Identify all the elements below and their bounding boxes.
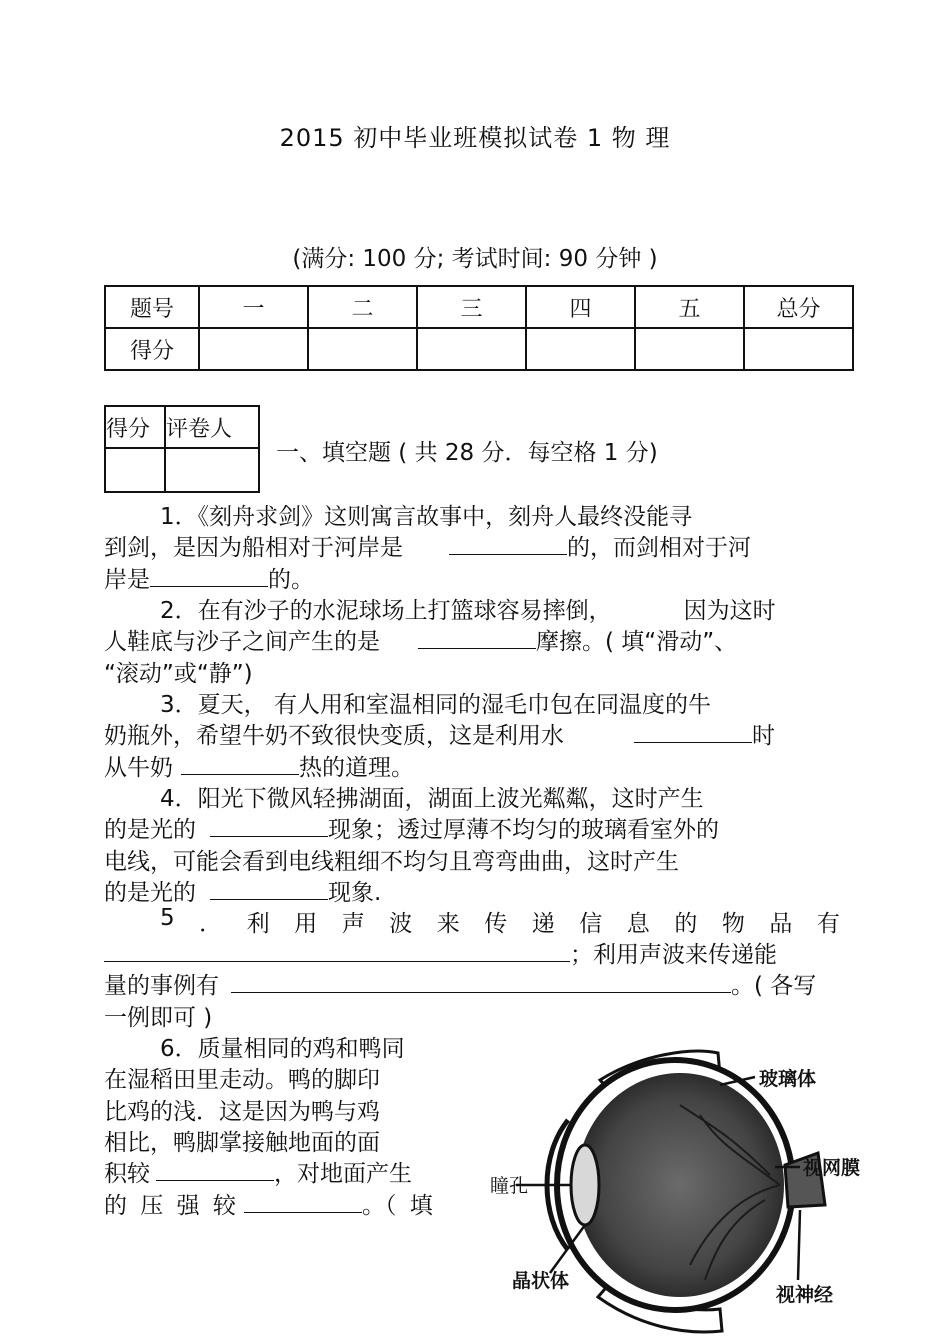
q1-line (104, 529, 751, 562)
q5-char: 的 (674, 911, 698, 937)
score-table (104, 285, 854, 371)
section-heading: 一、填空题 ( 共 28 分．每空格 1 分) (276, 440, 658, 466)
q4-line: 4．阳光下微风轻拂湖面，湖面上波光粼粼，这时产生 (160, 786, 704, 812)
q6-text: ，对地面产生 (274, 1161, 412, 1187)
score-cell-total[interactable] (744, 328, 853, 370)
q3-line (104, 749, 414, 782)
q2-line (160, 592, 776, 625)
q6-line: 在湿稻田里走动。鸭的脚印 (104, 1067, 380, 1093)
q1-text: 到剑，是因为船相对于河岸是 (104, 535, 403, 561)
q6-line: 6．质量相同的鸡和鸭同 (160, 1036, 405, 1062)
q5-char: 用 (294, 911, 318, 937)
label-vitreous: 玻璃体 (759, 1068, 817, 1090)
q4-text: 现象. (328, 880, 382, 906)
q5-char: 有 (816, 911, 840, 937)
q1-text: 的。 (268, 567, 314, 593)
vitreous-body-shape (576, 1073, 784, 1297)
q5-line (160, 905, 840, 938)
grader-score-cell[interactable] (105, 448, 165, 492)
lens-shape (571, 1145, 599, 1225)
grader-table-score-label: 得分 (105, 406, 165, 448)
label-lens: 晶状体 (512, 1270, 570, 1292)
score-cell-2[interactable] (308, 328, 417, 370)
label-retina: 视网膜 (803, 1157, 861, 1179)
q6-line: 相比，鸭脚掌接触地面的面 (104, 1130, 380, 1156)
q3-text: 奶瓶外，希望牛奶不致很快变质，这是利用水 (104, 723, 564, 749)
q2-blank[interactable] (418, 626, 536, 649)
q3-line: 3．夏天， 有人用和室温相同的湿毛巾包在同温度的牛 (160, 692, 711, 718)
grader-name-cell[interactable] (165, 448, 259, 492)
q5-char: ． (199, 911, 223, 937)
q2-text: 因为这时 (683, 598, 776, 624)
q5-text: ；利用声波来传递能 (570, 942, 777, 968)
q6-line (104, 1187, 433, 1220)
score-table-cell: 得分 (105, 328, 199, 370)
q6-text: 积较 (104, 1161, 150, 1187)
q1-blank-2[interactable] (150, 564, 268, 587)
score-table-cell: 总分 (744, 286, 853, 328)
q5-char: 利 (246, 911, 270, 937)
q3-text: 热的道理。 (299, 755, 414, 781)
eye-diagram (480, 1035, 880, 1335)
score-table-cell: 一 (199, 286, 308, 328)
score-table-cell: 二 (308, 286, 417, 328)
q5-text: 。( 各写 (731, 973, 817, 999)
exam-info: (满分: 100 分; 考试时间: 90 分钟 ) (292, 246, 658, 272)
q2-text: 摩擦。( 填“滑动”、 (536, 629, 738, 655)
score-table-cell: 五 (635, 286, 744, 328)
q6-text: 的 压 强 较 (104, 1193, 236, 1219)
q5-line (104, 936, 777, 969)
q4-line (104, 811, 719, 844)
q2-line (104, 623, 737, 656)
q4-blank-1[interactable] (210, 814, 328, 837)
q4-text: 的是光的 (104, 880, 196, 906)
q4-text: 现象；透过厚薄不均匀的玻璃看室外的 (328, 817, 719, 843)
q3-blank-2[interactable] (181, 752, 299, 775)
q5-char: 波 (389, 911, 413, 937)
grader-table-grader-label: 评卷人 (165, 406, 259, 448)
q4-blank-2[interactable] (210, 877, 328, 900)
q5-char: 品 (769, 911, 793, 937)
label-pupil: 瞳孔 (490, 1175, 529, 1197)
q2-text: 人鞋底与沙子之间产生的是 (104, 629, 380, 655)
q5-line (104, 967, 816, 1000)
q3-text: 从牛奶 (104, 755, 173, 781)
q4-text: 的是光的 (104, 817, 196, 843)
q5-char: 递 (531, 911, 555, 937)
q1-text: 岸是 (104, 567, 150, 593)
q5-char: 来 (436, 911, 460, 937)
q5-char: 传 (484, 911, 508, 937)
q5-char: 物 (721, 911, 745, 937)
score-cell-1[interactable] (199, 328, 308, 370)
score-table-cell: 题号 (105, 286, 199, 328)
q6-blank-2[interactable] (244, 1190, 362, 1213)
score-cell-3[interactable] (417, 328, 526, 370)
q5-blank-2[interactable] (231, 970, 731, 993)
score-table-cell: 三 (417, 286, 526, 328)
optic-nerve-pointer (798, 1210, 800, 1280)
q6-line (104, 1155, 412, 1188)
q3-line (104, 717, 775, 750)
page-title: 2015 初中毕业班模拟试卷 1 物 理 (279, 124, 671, 152)
q4-line: 电线，可能会看到电线粗细不均匀且弯弯曲曲，这时产生 (104, 849, 679, 875)
q5-char: 声 (341, 911, 365, 937)
score-table-cell: 四 (526, 286, 635, 328)
q5-char: 5 (160, 905, 175, 931)
q3-text: 时 (752, 723, 775, 749)
q6-text: 。（ 填 (361, 1193, 433, 1219)
q5-char: 息 (626, 911, 650, 937)
q4-line (104, 874, 381, 907)
q5-line: 一例即可 ) (104, 1005, 213, 1031)
score-cell-4[interactable] (526, 328, 635, 370)
q1-line (104, 561, 314, 594)
q6-blank-1[interactable] (156, 1158, 274, 1181)
score-cell-5[interactable] (635, 328, 744, 370)
q1-blank-1[interactable] (449, 532, 567, 555)
q5-char: 信 (579, 911, 603, 937)
q1-line: 1．《刻舟求剑》这则寓言故事中，刻舟人最终没能寻 (160, 504, 693, 530)
q3-blank-1[interactable] (634, 720, 752, 743)
q6-line: 比鸡的浅．这是因为鸭与鸡 (104, 1099, 380, 1125)
q1-text: 的，而剑相对于河 (567, 535, 751, 561)
q5-text: 量的事例有 (104, 973, 219, 999)
q2-line: “滚动”或“静”) (104, 661, 253, 687)
q2-text: 2．在有沙子的水泥球场上打篮球容易摔倒， (160, 598, 612, 624)
grader-table (104, 405, 260, 493)
q5-blank-1[interactable] (104, 939, 570, 962)
label-optic-nerve: 视神经 (776, 1284, 834, 1306)
